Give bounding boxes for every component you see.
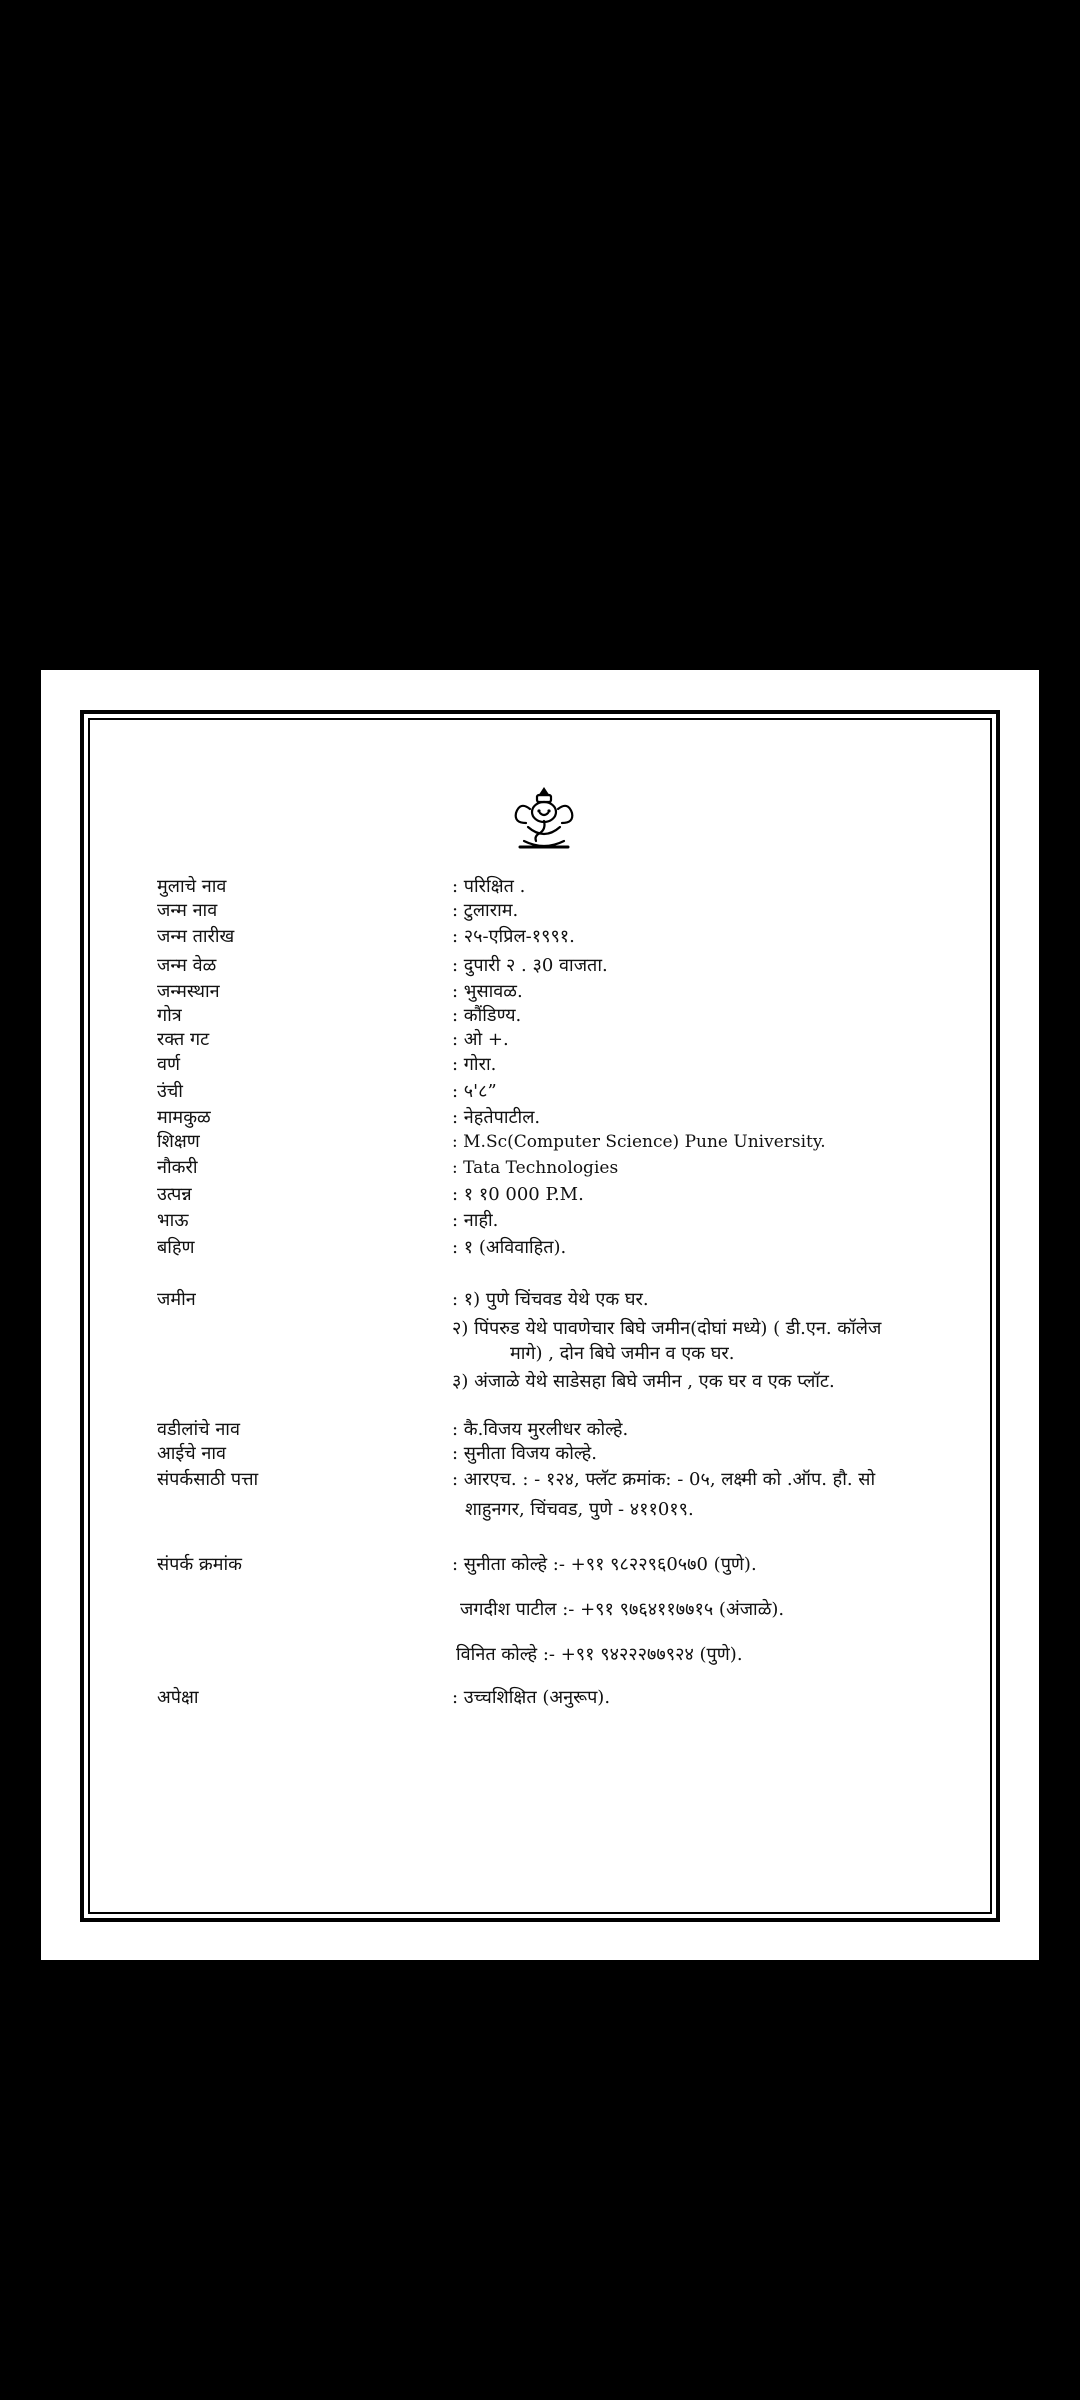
field-value-expectation: : उच्चशिक्षित (अनुरूप). bbox=[452, 1687, 611, 1708]
field-label-job: नौकरी bbox=[157, 1157, 198, 1178]
field-value-complexion: : गोरा. bbox=[452, 1054, 497, 1075]
field-value-mother: : सुनीता विजय कोल्हे. bbox=[452, 1443, 597, 1464]
field-label-sister: बहिण bbox=[157, 1237, 195, 1258]
address-line-1: : आरएच. : - १२४, फ्लॅट क्रमांक: - 0५, लक्ष्मी को .ऑप. हौ. सो bbox=[452, 1469, 876, 1490]
field-label-blood-group: रक्त गट bbox=[157, 1029, 210, 1050]
field-value-brother: : नाही. bbox=[452, 1210, 499, 1231]
field-label-gotra: गोत्र bbox=[157, 1005, 182, 1026]
field-value-birth-place: : भुसावळ. bbox=[452, 981, 523, 1002]
field-value-maternal-family: : नेहतेपाटील. bbox=[452, 1107, 541, 1128]
field-value-birth-time: : दुपारी २ . ३0 वाजता. bbox=[452, 955, 608, 976]
field-label-expectation: अपेक्षा bbox=[157, 1687, 199, 1708]
field-value-sister: : १ (अविवाहित). bbox=[452, 1237, 567, 1258]
field-value-education: : M.Sc(Computer Science) Pune University. bbox=[452, 1132, 826, 1152]
field-label-birth-name: जन्म नाव bbox=[157, 900, 218, 921]
field-value-gotra: : कौंडिण्य. bbox=[452, 1005, 522, 1026]
address-line-2: शाहुनगर, चिंचवड, पुणे - ४११0१९. bbox=[465, 1499, 694, 1520]
field-value-birth-date: : २५-एप्रिल-१९९१. bbox=[452, 926, 575, 947]
field-value-boy-name: : परिक्षित . bbox=[452, 876, 526, 897]
contact-line-3: विनित कोल्हे :- +९१ ९४२२२७७९२४ (पुणे). bbox=[456, 1644, 743, 1665]
land-item-2-continued: मागे) , दोन बिघे जमीन व एक घर. bbox=[510, 1343, 735, 1364]
field-value-income: : १ १0 000 P.M. bbox=[452, 1184, 584, 1205]
field-label-address: संपर्कसाठी पत्ता bbox=[157, 1469, 259, 1490]
ganesha-emblem-icon bbox=[510, 785, 578, 853]
contact-line-1: : सुनीता कोल्हे :- +९१ ९८२२९६0५७0 (पुणे). bbox=[452, 1554, 757, 1575]
land-item-2: २) पिंपरुड येथे पावणेचार बिघे जमीन(दोघां मध्ये) ( डी.एन. कॉलेज bbox=[452, 1318, 882, 1339]
land-item-3: ३) अंजाळे येथे साडेसहा बिघे जमीन , एक घर व एक प्लॉट. bbox=[452, 1371, 835, 1392]
field-label-birth-date: जन्म तारीख bbox=[157, 926, 235, 947]
field-value-height: : ५'८” bbox=[452, 1081, 497, 1102]
field-label-brother: भाऊ bbox=[157, 1210, 189, 1231]
field-label-birth-place: जन्मस्थान bbox=[157, 981, 220, 1002]
field-label-complexion: वर्ण bbox=[157, 1054, 181, 1075]
field-label-boy-name: मुलाचे नाव bbox=[157, 876, 227, 897]
field-value-birth-name: : टुलाराम. bbox=[452, 900, 519, 921]
field-label-height: उंची bbox=[157, 1081, 183, 1102]
field-label-contact: संपर्क क्रमांक bbox=[157, 1554, 243, 1575]
field-label-income: उत्पन्न bbox=[157, 1184, 192, 1205]
land-item-1: : १) पुणे चिंचवड येथे एक घर. bbox=[452, 1289, 649, 1310]
field-value-father: : कै.विजय मुरलीधर कोल्हे. bbox=[452, 1419, 629, 1440]
field-value-job: : Tata Technologies bbox=[452, 1158, 619, 1178]
field-label-birth-time: जन्म वेळ bbox=[157, 955, 217, 976]
field-label-maternal-family: मामकुळ bbox=[157, 1107, 211, 1128]
field-label-land: जमीन bbox=[157, 1289, 196, 1310]
field-label-mother: आईचे नाव bbox=[157, 1443, 227, 1464]
contact-line-2: जगदीश पाटील :- +९१ ९७६४११७७१५ (अंजाळे). bbox=[460, 1599, 785, 1620]
field-value-blood-group: : ओ +. bbox=[452, 1029, 509, 1050]
field-label-education: शिक्षण bbox=[157, 1131, 200, 1152]
field-label-father: वडीलांचे नाव bbox=[157, 1419, 240, 1440]
